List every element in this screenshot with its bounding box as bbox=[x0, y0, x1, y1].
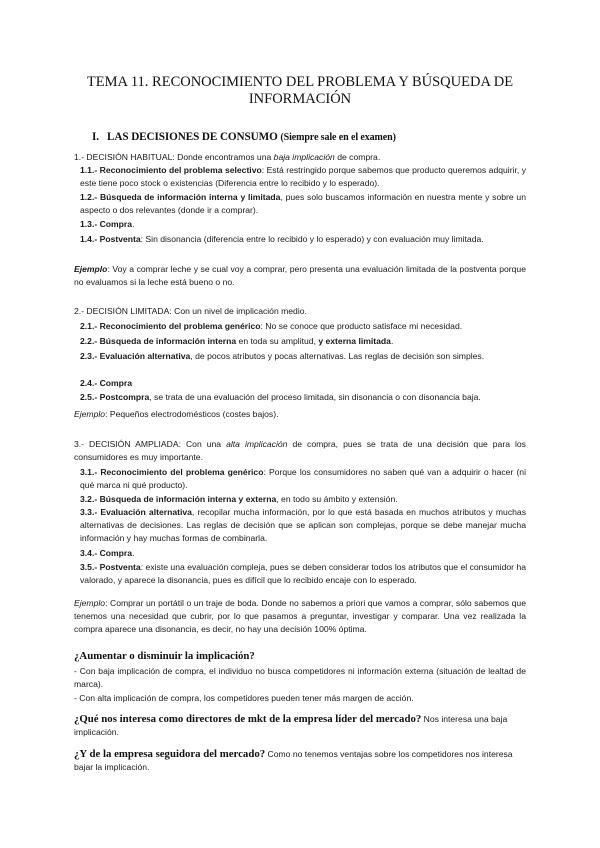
example-text: : Pequeños electrodomésticos (costes bajos). bbox=[105, 409, 279, 419]
item-text: en toda su amplitud, bbox=[236, 336, 319, 346]
item-heading: 2.5.- Postcompra bbox=[80, 392, 150, 402]
point-text: - Con baja implicación de compra, el individuo no busca competidores ni información externa (situación de lealtad de marca). bbox=[74, 666, 526, 690]
item-text: , pues solo buscamos información en nuestra mente y sobre un aspecto o dos relevantes (donde ir a comprar). bbox=[80, 192, 526, 216]
habitual-heading: 1.- DECISIÓN HABITUAL: bbox=[74, 152, 175, 162]
item-text: : No se conoce que producto satisface mi necesidad. bbox=[260, 321, 463, 331]
habitual-item-4 bbox=[80, 233, 526, 246]
item-heading: 1.1.- Reconocimiento del problema selectivo bbox=[80, 165, 262, 175]
question-heading: ¿Y de la empresa seguidora del mercado? bbox=[74, 748, 266, 760]
item-heading: 1.2.- Búsqueda de información interna y limitada bbox=[80, 192, 281, 202]
habitual-item-2 bbox=[80, 191, 526, 217]
ampliada-item-2 bbox=[80, 493, 526, 506]
example-label: Ejemplo bbox=[74, 264, 108, 274]
item-text: : existe una evaluación compleja, pues se deben considerar todos los atributos que el consumidor ha valorado, y aparece la disonancia, pues es difícil que lo recibido encaje con lo esperado. bbox=[80, 562, 527, 586]
item-heading: 1.4.- Postventa bbox=[80, 234, 141, 244]
ampliada-intro-end: de compra, pues se trata de una decisión que para los consumidores es muy importante. bbox=[74, 439, 526, 463]
habitual-emphasis: baja implicación bbox=[273, 152, 335, 162]
habitual-item-1 bbox=[80, 164, 526, 190]
example-text: : Voy a comprar leche y se cual voy a comprar, pero presenta una evaluación limitada de la postventa porque no evaluamos si la leche está bueno o no. bbox=[74, 264, 526, 288]
ampliada-item-5 bbox=[80, 561, 526, 587]
implicacion-point-2 bbox=[74, 692, 526, 705]
item-text: : Está restringido porque sabemos que producto queremos adquirir, y este tiene poco stock o existencias (Diferencia entre lo recibido y lo esperado). bbox=[80, 165, 526, 189]
item-text: . bbox=[132, 219, 135, 229]
limitada-example bbox=[74, 408, 526, 421]
item-text: : Sin disonancia (diferencia entre lo recibido y lo esperado) y con evaluación muy limitada. bbox=[140, 234, 484, 244]
limitada-item-2 bbox=[80, 335, 526, 348]
limitada-intro-text: Con un nivel de implicación medio. bbox=[171, 306, 307, 316]
habitual-item-3 bbox=[80, 218, 526, 231]
ampliada-heading: 3.- DECISIÓN AMPLIADA: bbox=[74, 439, 181, 449]
item-heading: 1.3.- Compra bbox=[80, 219, 133, 229]
item-text: , en todo su ámbito y extensión. bbox=[276, 494, 398, 504]
item-heading: 3.2.- Búsqueda de información interna y externa bbox=[80, 494, 277, 504]
item-heading: 3.3.- Evaluación alternativa bbox=[80, 507, 192, 517]
item-text: : Porque los consumidores no saben qué van a adquirir o hacer (ni qué marca ni qué producto). bbox=[80, 467, 526, 491]
limitada-item-3 bbox=[80, 350, 526, 363]
limitada-intro bbox=[74, 305, 526, 318]
habitual-intro bbox=[74, 151, 526, 164]
item-heading: 3.5.- Postventa bbox=[80, 562, 141, 572]
habitual-intro-text: Donde encontramos una bbox=[174, 152, 274, 162]
habitual-intro-end: de compra. bbox=[334, 152, 381, 162]
item-heading: 2.1.- Reconocimiento del problema genérico bbox=[80, 321, 261, 331]
example-label: Ejemplo bbox=[74, 409, 106, 419]
item-heading: 2.3.- Evaluación alternativa bbox=[80, 351, 191, 361]
title-line-1: TEMA 11. RECONOCIMIENTO DEL PROBLEMA Y BÚSQUEDA DE bbox=[86, 74, 514, 90]
question-heading: ¿Aumentar o disminuir la implicación? bbox=[74, 650, 255, 662]
item-text: . bbox=[132, 548, 135, 558]
item-heading: 2.4.- Compra bbox=[80, 378, 133, 388]
item-text-end: . bbox=[390, 336, 394, 346]
habitual-example bbox=[74, 263, 526, 289]
ampliada-emphasis: alta implicación bbox=[226, 439, 288, 449]
section-title: LAS DECISIONES DE CONSUMO bbox=[107, 131, 278, 143]
limitada-item-1 bbox=[80, 320, 526, 333]
ampliada-item-1 bbox=[80, 466, 526, 492]
question-seguidora bbox=[74, 748, 526, 774]
question-heading: ¿Qué nos interesa como directores de mkt de la empresa líder del mercado? bbox=[74, 713, 422, 725]
answer-text: Nos interesa una baja implicación. bbox=[74, 714, 508, 738]
ampliada-intro-text: Con una bbox=[180, 439, 227, 449]
limitada-item-4 bbox=[80, 377, 526, 390]
limitada-heading: 2.- DECISIÓN LIMITADA: bbox=[74, 306, 172, 316]
title-line-2: INFORMACIÓN bbox=[248, 91, 352, 107]
example-label: Ejemplo bbox=[74, 598, 106, 608]
item-heading: 2.2.- Búsqueda de información interna bbox=[80, 336, 237, 346]
item-bold-text: y externa limitada bbox=[318, 336, 391, 346]
section-heading bbox=[92, 131, 396, 143]
ampliada-item-4 bbox=[80, 547, 526, 560]
item-text: , recopilar mucha información, por lo que está basada en muchos atributos y muchas alternativas de decisiones. Las reglas de decisión que se aplican son complejas, porque se debe manejar mucha información y hay muchas formas de combinarla. bbox=[80, 507, 526, 544]
limitada-item-5 bbox=[80, 391, 526, 404]
implicacion-point-1 bbox=[74, 665, 526, 691]
ampliada-example bbox=[74, 597, 526, 637]
example-text: : Comprar un portátil o un traje de boda. Donde no sabemos a priori que vamos a comprar, sólo sabemos que tenemos una necesidad que cubrir, por lo que pasamos a preguntar, investigar y comparar. Una vez realizada la compra aparece una disonancia, es decir, no hay una decisión 100% óptima. bbox=[74, 598, 526, 635]
item-text: , se trata de una evaluación del proceso limitada, sin disonancia o con disonancia baja. bbox=[149, 392, 481, 402]
section-note: (Siempre sale en el examen) bbox=[280, 132, 396, 143]
ampliada-item-3 bbox=[80, 506, 526, 546]
point-text: - Con alta implicación de compra, los competidores pueden tener más margen de acción. bbox=[74, 693, 414, 703]
page-title bbox=[60, 74, 540, 108]
section-number: I. bbox=[92, 131, 99, 143]
ampliada-intro bbox=[74, 438, 526, 464]
question-implicacion bbox=[74, 650, 526, 663]
question-lider bbox=[74, 713, 526, 739]
item-heading: 3.1.- Reconocimiento del problema genérico bbox=[80, 467, 264, 477]
answer-text: Como no tenemos ventajas sobre los competidores nos interesa bajar la implicación. bbox=[74, 749, 513, 773]
item-text: , de pocos atributos y pocas alternativas. Las reglas de decisión son simples. bbox=[190, 351, 485, 361]
item-heading: 3.4.- Compra bbox=[80, 548, 133, 558]
